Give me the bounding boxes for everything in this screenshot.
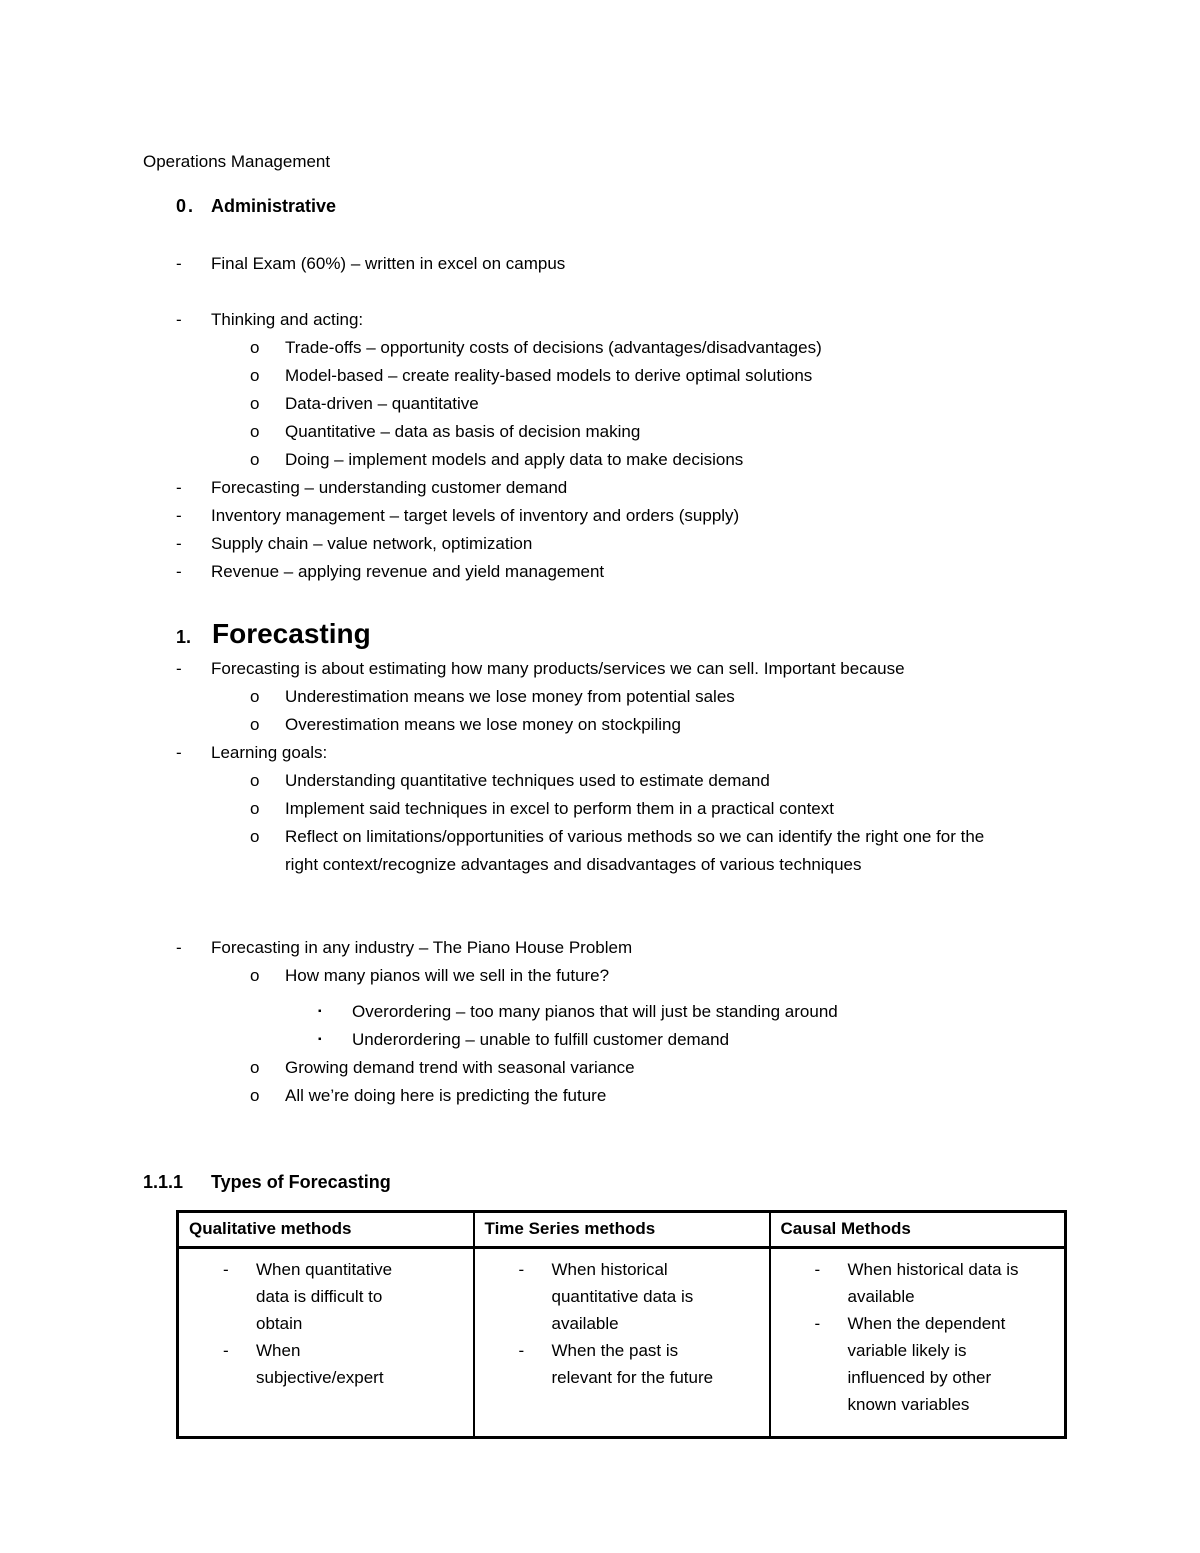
bullet-thinking-and-acting bbox=[143, 306, 1065, 334]
bullet-underestimation bbox=[143, 683, 1065, 711]
bullet-goal-implement bbox=[143, 795, 1065, 823]
dash-marker: - bbox=[814, 1260, 821, 1279]
circle-marker: o bbox=[250, 338, 260, 357]
table-bullet bbox=[475, 1337, 765, 1391]
circle-marker: o bbox=[250, 687, 260, 706]
section-heading-administrative bbox=[143, 194, 1065, 219]
section-heading-text: Types of Forecasting bbox=[211, 1172, 391, 1192]
bullet-text: When quantitative data is difficult to obtain bbox=[256, 1260, 393, 1333]
circle-marker: o bbox=[250, 827, 260, 846]
bullet-text: Thinking and acting: bbox=[211, 310, 364, 329]
dash-marker: - bbox=[223, 1341, 229, 1360]
bullet-text: Learning goals: bbox=[211, 743, 328, 762]
bullet-text: Forecasting – understanding customer demand bbox=[211, 478, 568, 497]
bullet-text: Growing demand trend with seasonal variance bbox=[285, 1058, 635, 1077]
bullet-text: Forecasting in any industry – The Piano House Problem bbox=[211, 938, 633, 957]
bullet-supply-chain bbox=[143, 530, 1065, 558]
section-number: 1.1.1 bbox=[143, 1172, 184, 1192]
types-of-forecasting-table bbox=[176, 1210, 1067, 1439]
bullet-final-exam bbox=[143, 250, 1065, 278]
table-header-time-series: Time Series methods bbox=[474, 1212, 770, 1248]
bullet-text: Quantitative – data as basis of decision making bbox=[285, 422, 641, 441]
section-number: 1. bbox=[176, 627, 192, 647]
dash-marker: - bbox=[518, 1260, 525, 1279]
bullet-underordering bbox=[143, 1026, 1065, 1054]
bullet-growing-demand bbox=[143, 1054, 1065, 1082]
dash-marker: - bbox=[814, 1314, 821, 1333]
bullet-how-many-pianos bbox=[143, 962, 1065, 990]
table-bullet bbox=[475, 1256, 765, 1337]
bullet-text: Model-based – create reality-based models to derive optimal solutions bbox=[285, 366, 813, 385]
bullet-text: Reflect on limitations/opportunities of various methods so we can identify the right one for the right context/recognize advantages and disadvantages of various techniques bbox=[285, 827, 985, 874]
document-content bbox=[143, 150, 1065, 1439]
table-cell-causal bbox=[770, 1248, 1066, 1438]
dash-marker: - bbox=[176, 310, 182, 329]
circle-marker: o bbox=[250, 450, 260, 469]
circle-marker: o bbox=[250, 715, 260, 734]
dash-marker: - bbox=[176, 938, 182, 957]
section-heading-text: Forecasting bbox=[212, 618, 371, 649]
bullet-doing bbox=[143, 446, 1065, 474]
table-body-row bbox=[178, 1248, 1066, 1438]
circle-marker: o bbox=[250, 1086, 260, 1105]
bullet-text: When the dependent variable likely is influenced by other known variables bbox=[847, 1314, 1006, 1414]
dash-marker: - bbox=[518, 1341, 525, 1360]
table-bullet bbox=[179, 1337, 469, 1391]
bullet-revenue bbox=[143, 558, 1065, 586]
circle-marker: o bbox=[250, 1058, 260, 1077]
bullet-forecasting-intro bbox=[143, 655, 1065, 683]
bullet-goal-reflect bbox=[143, 823, 1065, 879]
section-number: 0. bbox=[176, 196, 196, 216]
table-bullet bbox=[179, 1256, 469, 1337]
circle-marker: o bbox=[250, 422, 260, 441]
dash-marker: - bbox=[176, 478, 182, 497]
table-header-causal: Causal Methods bbox=[770, 1212, 1066, 1248]
bullet-inventory-management bbox=[143, 502, 1065, 530]
dash-marker: - bbox=[176, 562, 182, 581]
bullet-overestimation bbox=[143, 711, 1065, 739]
document-title: Operations Management bbox=[143, 152, 331, 171]
section-heading-text: Administrative bbox=[211, 196, 337, 216]
circle-marker: o bbox=[250, 394, 260, 413]
bullet-forecasting-demand bbox=[143, 474, 1065, 502]
circle-marker: o bbox=[250, 966, 260, 985]
table-header-row bbox=[178, 1212, 1066, 1248]
bullet-text: Data-driven – quantitative bbox=[285, 394, 479, 413]
bullet-text: When subjective/expert bbox=[256, 1341, 384, 1387]
bullet-text: Forecasting is about estimating how many products/services we can sell. Important because bbox=[211, 659, 905, 678]
bullet-text: Final Exam (60%) – written in excel on campus bbox=[211, 254, 566, 273]
dash-marker: - bbox=[176, 506, 182, 525]
circle-marker: o bbox=[250, 366, 260, 385]
bullet-text: How many pianos will we sell in the future? bbox=[285, 966, 610, 985]
table-header-qualitative: Qualitative methods bbox=[178, 1212, 474, 1248]
bullet-text: When historical quantitative data is available bbox=[551, 1260, 694, 1333]
bullet-text: Implement said techniques in excel to perform them in a practical context bbox=[285, 799, 834, 818]
bullet-data-driven bbox=[143, 390, 1065, 418]
bullet-learning-goals bbox=[143, 739, 1065, 767]
bullet-text: When historical data is available bbox=[847, 1260, 1019, 1306]
dash-marker: - bbox=[176, 534, 182, 553]
section-heading-forecasting bbox=[143, 615, 1065, 653]
table-bullet bbox=[771, 1256, 1061, 1310]
circle-marker: o bbox=[250, 799, 260, 818]
bullet-text: Trade-offs – opportunity costs of decisions (advantages/disadvantages) bbox=[285, 338, 822, 357]
table-cell-qualitative bbox=[178, 1248, 474, 1438]
dash-marker: - bbox=[176, 743, 182, 762]
square-marker: ▪ bbox=[318, 1006, 322, 1017]
table-cell-time-series bbox=[474, 1248, 770, 1438]
bullet-piano-house bbox=[143, 934, 1065, 962]
dash-marker: - bbox=[223, 1260, 229, 1279]
bullet-goal-understanding bbox=[143, 767, 1065, 795]
bullet-text: Underordering – unable to fulfill customer demand bbox=[352, 1030, 730, 1049]
bullet-model-based bbox=[143, 362, 1065, 390]
square-marker: ▪ bbox=[318, 1034, 322, 1045]
bullet-text: Inventory management – target levels of inventory and orders (supply) bbox=[211, 506, 740, 525]
section-heading-types-of-forecasting bbox=[143, 1170, 1065, 1194]
bullet-trade-offs bbox=[143, 334, 1065, 362]
bullet-text: Overordering – too many pianos that will just be standing around bbox=[352, 1002, 838, 1021]
bullet-overordering bbox=[143, 998, 1065, 1026]
bullet-text: Overestimation means we lose money on stockpiling bbox=[285, 715, 681, 734]
bullet-predicting-future bbox=[143, 1082, 1065, 1110]
circle-marker: o bbox=[250, 771, 260, 790]
bullet-text: All we’re doing here is predicting the future bbox=[285, 1086, 607, 1105]
bullet-text: Underestimation means we lose money from potential sales bbox=[285, 687, 735, 706]
bullet-text: Doing – implement models and apply data to make decisions bbox=[285, 450, 744, 469]
dash-marker: - bbox=[176, 659, 182, 678]
bullet-text: Understanding quantitative techniques used to estimate demand bbox=[285, 771, 770, 790]
table-bullet bbox=[771, 1310, 1061, 1418]
dash-marker: - bbox=[176, 254, 182, 273]
bullet-text: When the past is relevant for the future bbox=[551, 1341, 714, 1387]
bullet-text: Revenue – applying revenue and yield management bbox=[211, 562, 605, 581]
bullet-quantitative bbox=[143, 418, 1065, 446]
bullet-text: Supply chain – value network, optimization bbox=[211, 534, 533, 553]
